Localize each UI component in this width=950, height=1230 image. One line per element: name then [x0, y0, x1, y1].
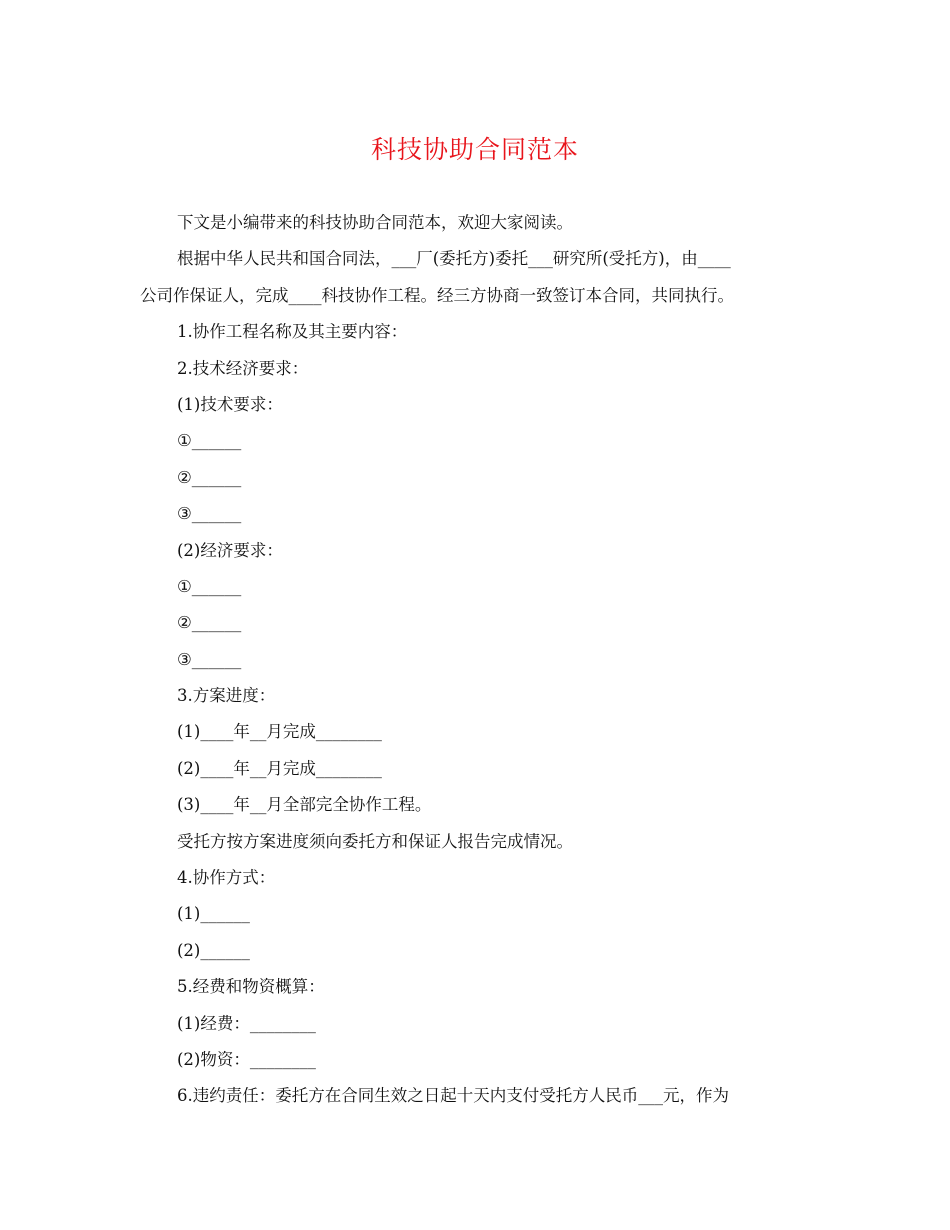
clause-5-heading: 5.经费和物资概算： — [177, 977, 325, 997]
budget-materials: (2)物资：________ — [177, 1049, 316, 1069]
schedule-report-note: 受托方按方案进度须向委托方和保证人报告完成情况。 — [177, 831, 573, 851]
document-body — [140, 205, 815, 1115]
clause-6-liability: 6.违约责任：委托方在合同生效之日起十天内支付受托方人民币___元，作为 — [177, 1086, 729, 1106]
paragraph-preamble-line-1: 根据中华人民共和国合同法，___厂(委托方)委托___研究所(受托方)，由____ — [177, 249, 731, 269]
economic-requirement-3: ③______ — [177, 649, 242, 669]
paragraph-intro: 下文是小编带来的科技协助合同范本，欢迎大家阅读。 — [177, 213, 573, 232]
economic-requirement-1: ①______ — [177, 576, 242, 596]
schedule-item-1: (1)____年__月完成________ — [177, 722, 382, 742]
clause-4-heading: 4.协作方式： — [177, 868, 276, 888]
economic-requirement-2: ②______ — [177, 613, 242, 633]
schedule-item-2: (2)____年__月完成________ — [177, 758, 382, 778]
technical-requirement-3: ③______ — [177, 504, 242, 524]
technical-requirement-2: ②______ — [177, 467, 242, 487]
budget-funds: (1)经费：________ — [177, 1013, 316, 1033]
document-title: 科技协助合同范本 — [370, 135, 579, 164]
clause-2-heading: 2.技术经济要求： — [177, 358, 309, 378]
paragraph-preamble-line-2: 公司作保证人，完成____科技协作工程。经三方协商一致签订本合同，共同执行。 — [140, 285, 734, 305]
clause-1-heading: 1.协作工程名称及其主要内容： — [177, 322, 408, 342]
clause-2-2-heading: (2)经济要求： — [177, 540, 283, 560]
clause-2-1-heading: (1)技术要求： — [177, 394, 283, 414]
clause-3-heading: 3.方案进度： — [177, 686, 276, 706]
schedule-item-3: (3)____年__月全部完全协作工程。 — [177, 795, 432, 815]
technical-requirement-1: ①______ — [177, 431, 242, 451]
cooperation-method-1: (1)______ — [177, 904, 250, 924]
cooperation-method-2: (2)______ — [177, 940, 250, 960]
